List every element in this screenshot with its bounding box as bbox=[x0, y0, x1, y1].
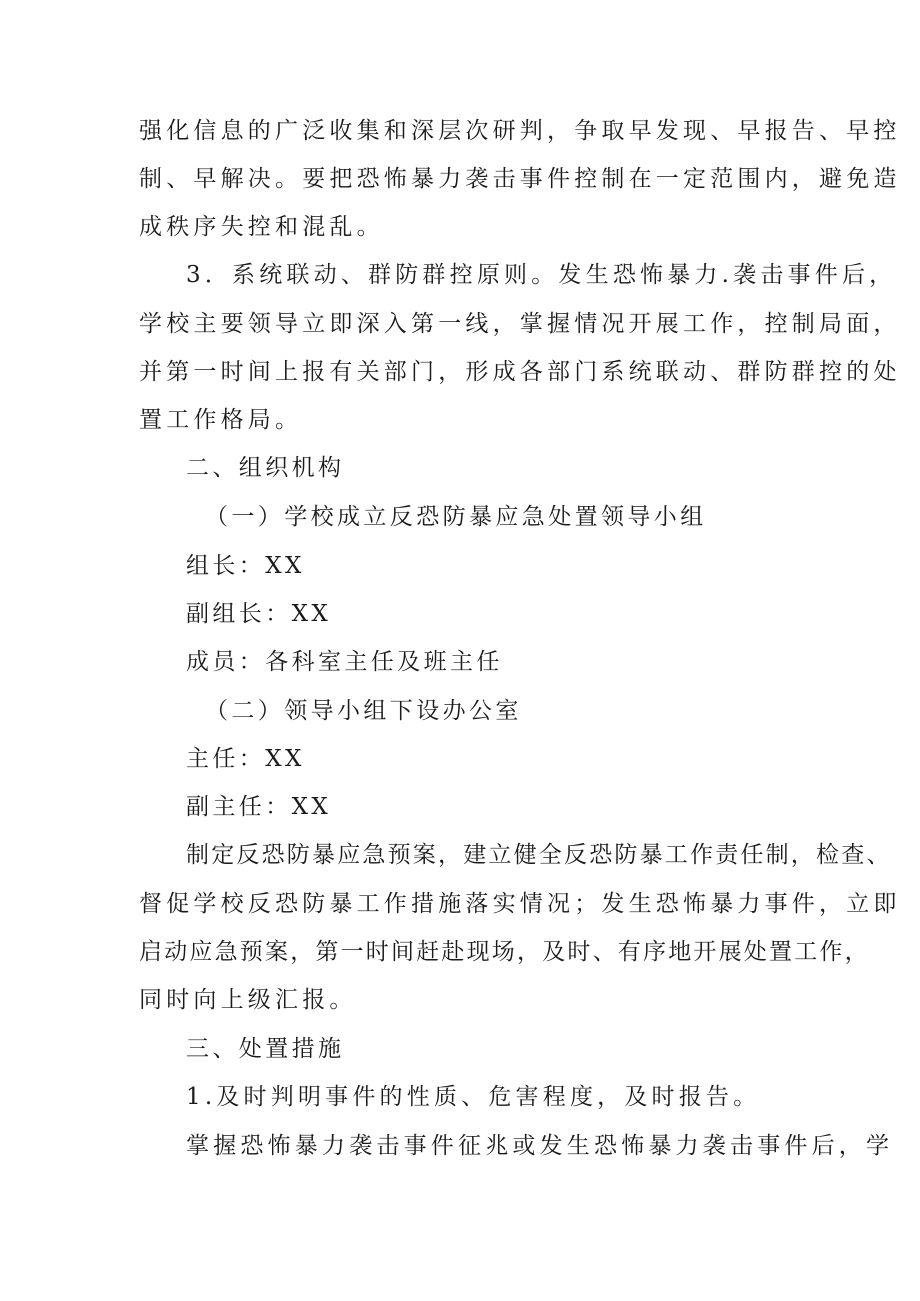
paragraph-line: 督促学校反恐防暴工作措施落实情况；发生恐怖暴力事件，立即 bbox=[139, 891, 901, 917]
paragraph-line: 掌握恐怖暴力袭击事件征兆或发生恐怖暴力袭击事件后，学 bbox=[186, 1133, 894, 1159]
subsection-heading-office: （二）领导小组下设办公室 bbox=[205, 698, 522, 724]
measure-1-heading: 1.及时判明事件的性质、危害程度，及时报告。 bbox=[186, 1084, 761, 1110]
section-heading-measures: 三、处置措施 bbox=[186, 1036, 345, 1062]
paragraph-line: 成秩序失控和混乱。 bbox=[139, 214, 384, 240]
paragraph-line: 学校主要领导立即深入第一线，掌握情况开展工作，控制局面， bbox=[139, 311, 901, 337]
deputy-office-director: 副主任：XX bbox=[186, 794, 332, 820]
group-members: 成员：各科室主任及班主任 bbox=[186, 649, 503, 675]
office-director: 主任：XX bbox=[186, 746, 305, 772]
deputy-group-leader: 副组长：XX bbox=[186, 601, 332, 627]
paragraph-line: 制定反恐防暴应急预案，建立健全反恐防暴工作责任制，检查、 bbox=[186, 842, 892, 868]
group-leader: 组长：XX bbox=[186, 553, 305, 579]
section-heading-organization: 二、组织机构 bbox=[186, 455, 345, 481]
paragraph-line: 强化信息的广泛收集和深层次研判，争取早发现、早报告、早控 bbox=[139, 118, 901, 144]
subsection-heading-leading-group: （一）学校成立反恐防暴应急处置领导小组 bbox=[205, 504, 707, 530]
paragraph-line: 并第一时间上报有关部门，形成各部门系统联动、群防群控的处 bbox=[139, 359, 901, 385]
paragraph-line: 启动应急预案，第一时间赶赴现场，及时、有序地开展处置工作， bbox=[139, 939, 870, 965]
paragraph-line: 制、早解决。要把恐怖暴力袭击事件控制在一定范围内，避免造 bbox=[139, 166, 901, 192]
paragraph-line: 同时向上级汇报。 bbox=[139, 987, 357, 1013]
paragraph-line: 置工作格局。 bbox=[139, 407, 303, 433]
principle-3-heading: 3．系统联动、群防群控原则。发生恐怖暴力.袭击事件后， bbox=[186, 262, 897, 288]
